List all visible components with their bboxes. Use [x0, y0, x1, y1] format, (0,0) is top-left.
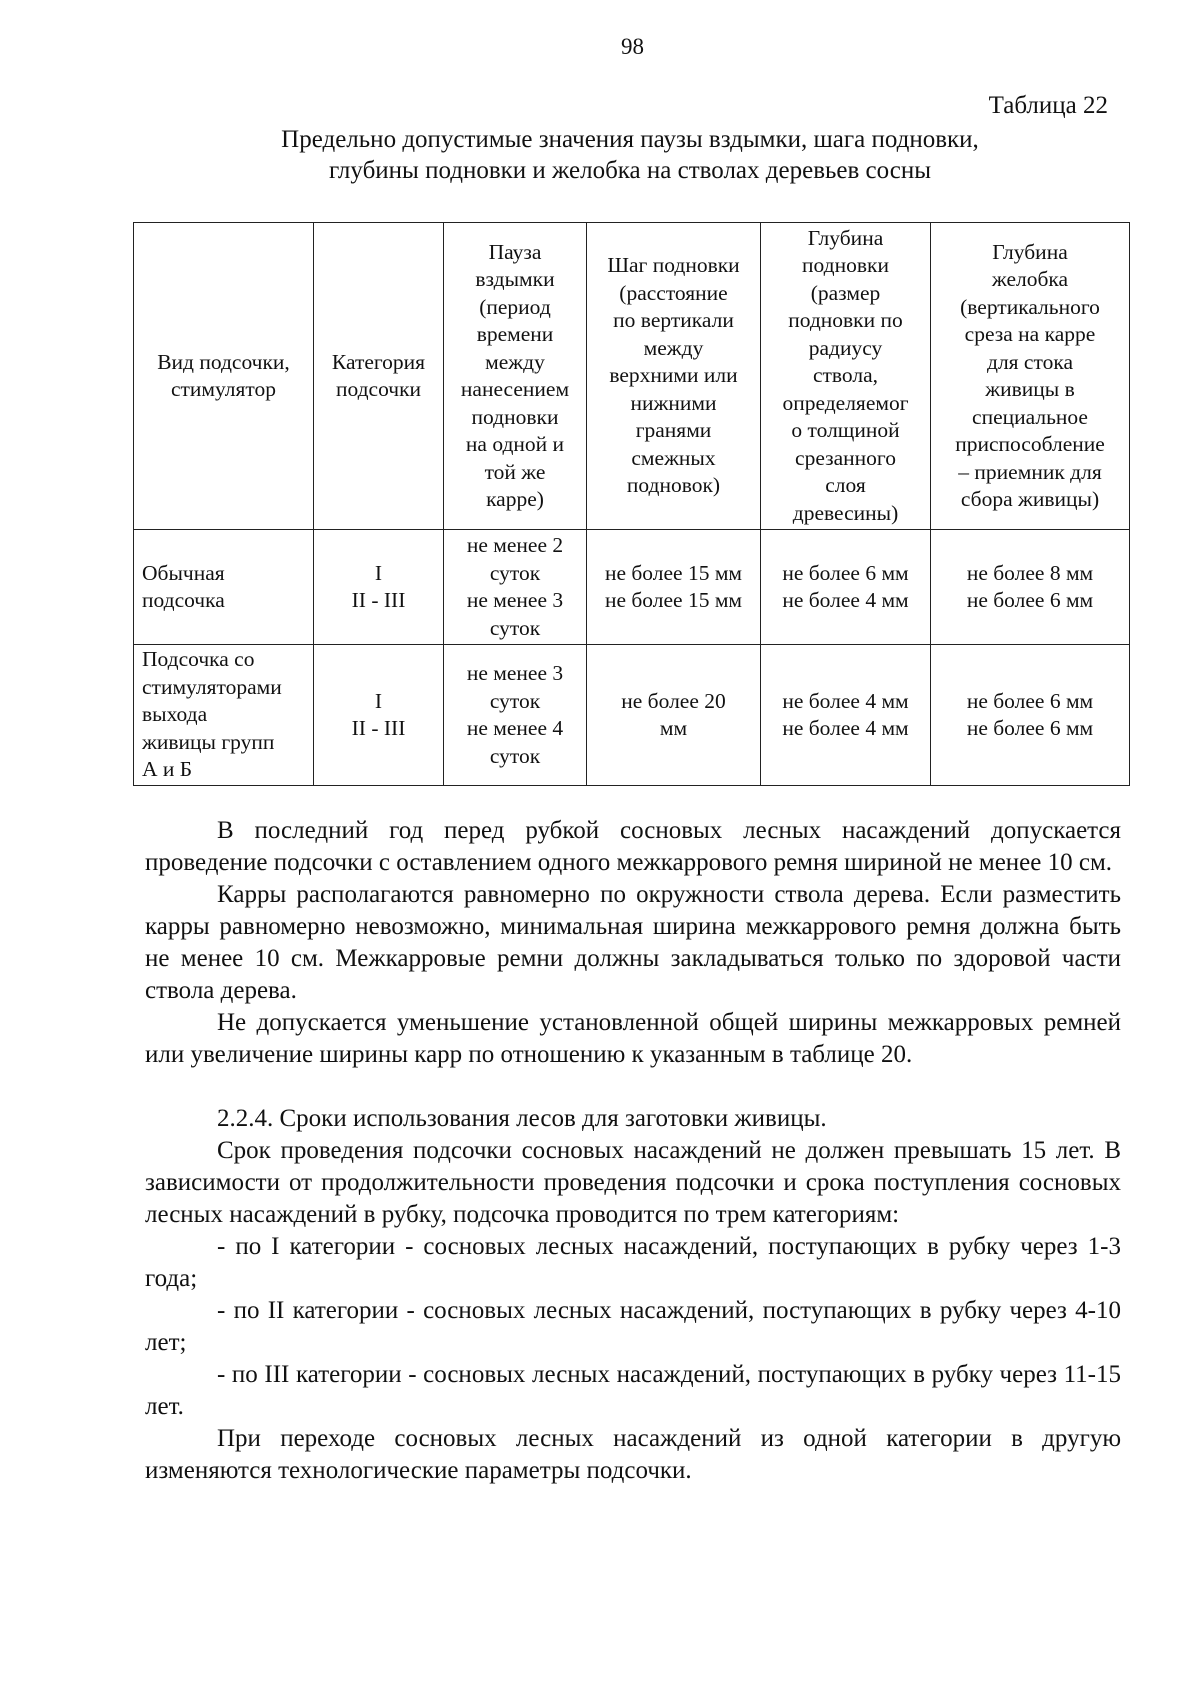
table-cell: не более 6 мм не более 6 мм [931, 645, 1130, 786]
table-cell: Обычная подсочка [134, 530, 314, 645]
table-cell: не более 20 мм [587, 645, 761, 786]
page-number: 98 [621, 34, 644, 59]
table-cell: Подсочка со стимуляторами выхода живицы групп А и Б [134, 645, 314, 786]
header-cell-pause: Пауза вздымки (период времени между нанесением подновки на одной и той же карре) [444, 223, 587, 530]
table-header-row [134, 223, 1130, 530]
body-text [145, 815, 1121, 1487]
list-item: - по III категории - сосновых лесных насаждений, поступающих в рубку через 11-15 лет. [145, 1361, 1121, 1420]
table-cell: не более 4 мм не более 4 мм [761, 645, 931, 786]
table-cell: I II - III [314, 645, 444, 786]
header-cell-type: Вид подсочки, стимулятор [134, 223, 314, 530]
table-cell: I II - III [314, 530, 444, 645]
paragraph: Не допускается уменьшение установленной общей ширины межкарровых ремней или увеличение ширины карр по отношению к указанным в таблице 20. [145, 1009, 1121, 1068]
list-item: - по I категории - сосновых лесных насаждений, поступающих в рубку через 1-3 года; [145, 1233, 1121, 1292]
paragraph: Карры располагаются равномерно по окружности ствола дерева. Если разместить карры равномерно невозможно, минимальная ширина межкаррового ремня должна быть не менее 10 см. Межкарровые ремни должны закладываться только по здоровой части ствола дерева. [145, 881, 1121, 1004]
section-heading: 2.2.4. Сроки использования лесов для заготовки живицы. [217, 1105, 827, 1132]
paragraph: В последний год перед рубкой сосновых лесных насаждений допускается проведение подсочки с оставлением одного межкаррового ремня шириной не менее 10 см. [145, 817, 1121, 876]
table-cell: не менее 3 суток не менее 4 суток [444, 645, 587, 786]
table-cell: не более 6 мм не более 4 мм [761, 530, 931, 645]
table-label: Таблица 22 [988, 92, 1108, 119]
table-cell: не более 8 мм не более 6 мм [931, 530, 1130, 645]
data-table [133, 222, 1130, 786]
table-row [134, 530, 1130, 645]
list-item: - по II категории - сосновых лесных насаждений, поступающих в рубку через 4-10 лет; [145, 1297, 1121, 1356]
table-cell: не менее 2 суток не менее 3 суток [444, 530, 587, 645]
table-row [134, 645, 1130, 786]
header-cell-category: Категория подсочки [314, 223, 444, 530]
header-cell-groove: Глубина желобка (вертикального среза на карре для стока живицы в специальное приспособление – приемник для сбора живицы) [931, 223, 1130, 530]
paragraph: Срок проведения подсочки сосновых насаждений не должен превышать 15 лет. В зависимости от продолжительности проведения подсочки и срока поступления сосновых лесных насаждений в рубку, подсочка проводится по трем категориям: [145, 1137, 1121, 1228]
table-cell: не более 15 мм не более 15 мм [587, 530, 761, 645]
table-title: Предельно допустимые значения паузы вздымки, шага подновки, глубины подновки и желобка на стволах деревьев сосны [281, 126, 979, 184]
header-cell-step: Шаг подновки (расстояние по вертикали между верхними или нижними гранями смежных подновок) [587, 223, 761, 530]
paragraph: При переходе сосновых лесных насаждений из одной категории в другую изменяются технологические параметры подсочки. [145, 1425, 1121, 1484]
header-cell-depth: Глубина подновки (размер подновки по радиусу ствола, определяемог о толщиной срезанного слоя древесины) [761, 223, 931, 530]
